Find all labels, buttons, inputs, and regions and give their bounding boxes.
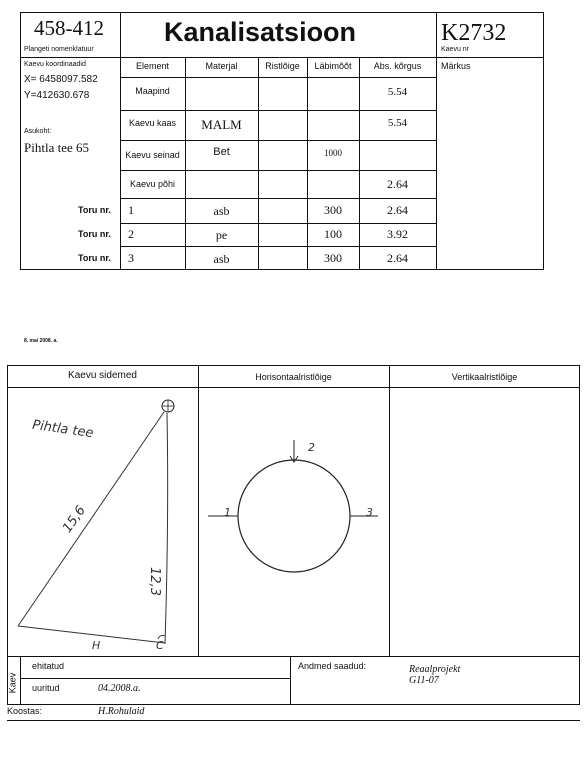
col-markus: Märkus — [441, 61, 471, 71]
pipe-labimoot: 300 — [324, 251, 342, 265]
address: Pihtla tee 65 — [24, 140, 89, 155]
pipe-labimoot: 300 — [324, 203, 342, 217]
data-source-2: G11-07 — [409, 675, 439, 686]
row-element: Kaevu kaas — [128, 118, 177, 128]
coords-label: Kaevu koordinaadid — [24, 61, 86, 68]
author-name: H.Rohulaid — [98, 706, 145, 717]
row-element: Kaevu seinad — [125, 150, 180, 160]
col-element: Element — [135, 61, 170, 71]
row-abs: 5.54 — [387, 86, 408, 98]
pipe-materjal: asb — [213, 252, 230, 266]
address-label: Asukoht: — [24, 128, 52, 135]
pipe-label: Toru nr. — [78, 253, 111, 263]
row-element: Kaevu põhi — [129, 179, 176, 189]
coord-x: X= 6458097.582 — [24, 74, 98, 85]
col-labimoot: Läbimõõt — [314, 61, 352, 71]
page-title: Kanalisatsioon — [164, 17, 357, 47]
row-materjal: MALM — [201, 117, 242, 132]
hand-diagonal: 15,6 — [60, 503, 89, 536]
author-label: Koostas: — [7, 706, 43, 716]
data-source-1: Reaalprojekt — [409, 664, 461, 675]
col-abs: Abs. kõrgus — [373, 61, 422, 71]
pipe-marker-2: 2 — [308, 441, 315, 454]
row-labimoot: 1000 — [324, 148, 342, 158]
built-label: ehitatud — [32, 661, 65, 671]
pipe-abs: 3.92 — [387, 227, 408, 241]
hand-h: H — [92, 639, 101, 652]
sketch-col-vertical: Vertikaalristlõige — [451, 372, 518, 382]
pipe-abs: 2.64 — [387, 251, 408, 265]
hand-c: C — [156, 639, 164, 652]
col-materjal: Materjal — [205, 61, 238, 71]
pipe-abs: 2.64 — [387, 203, 408, 217]
pipe-label: Toru nr. — [78, 229, 111, 239]
pipe-materjal: pe — [215, 228, 228, 242]
surveyed-label: uuritud — [32, 683, 60, 693]
hand-vertical: 12,3 — [146, 567, 162, 596]
pipe-materjal: asb — [213, 204, 230, 218]
surveyed-date: 04.2008.a. — [98, 683, 141, 694]
pipe-label: Toru nr. — [78, 205, 111, 215]
row-abs: 2.64 — [387, 177, 408, 191]
pipe-labimoot: 100 — [324, 227, 342, 241]
col-ristloige: Ristlõige — [265, 61, 300, 71]
date-stamp: 8. mai 2008. a. — [24, 338, 58, 344]
pipe-marker-1: 1 — [224, 506, 231, 519]
horizontal-cross-section — [198, 388, 389, 656]
sketch-col-horizontal: Horisontaalristlõige — [255, 372, 332, 382]
row-element: Maapind — [135, 86, 170, 96]
data-source-label: Andmed saadud: — [298, 661, 367, 671]
well-number: K2732 — [441, 20, 507, 46]
hand-street: Pihtla tee — [31, 417, 95, 442]
footer-side-label: Kaev — [7, 672, 18, 694]
pipe-nr: 1 — [128, 203, 134, 217]
pipe-nr: 2 — [128, 227, 134, 241]
nomenclature-number: 458-412 — [34, 16, 104, 40]
row-abs: 5.54 — [387, 117, 408, 129]
row-materjal: Bet — [213, 146, 230, 158]
well-number-label: Kaevu nr — [441, 46, 470, 53]
pipe-marker-3: 3 — [366, 506, 373, 519]
coord-y: Y=412630.678 — [24, 90, 90, 101]
pipe-nr: 3 — [128, 251, 134, 265]
nomenclature-label: Plangeti nomenklatuur — [24, 46, 94, 53]
sketch-col-links: Kaevu sidemed — [68, 370, 137, 381]
